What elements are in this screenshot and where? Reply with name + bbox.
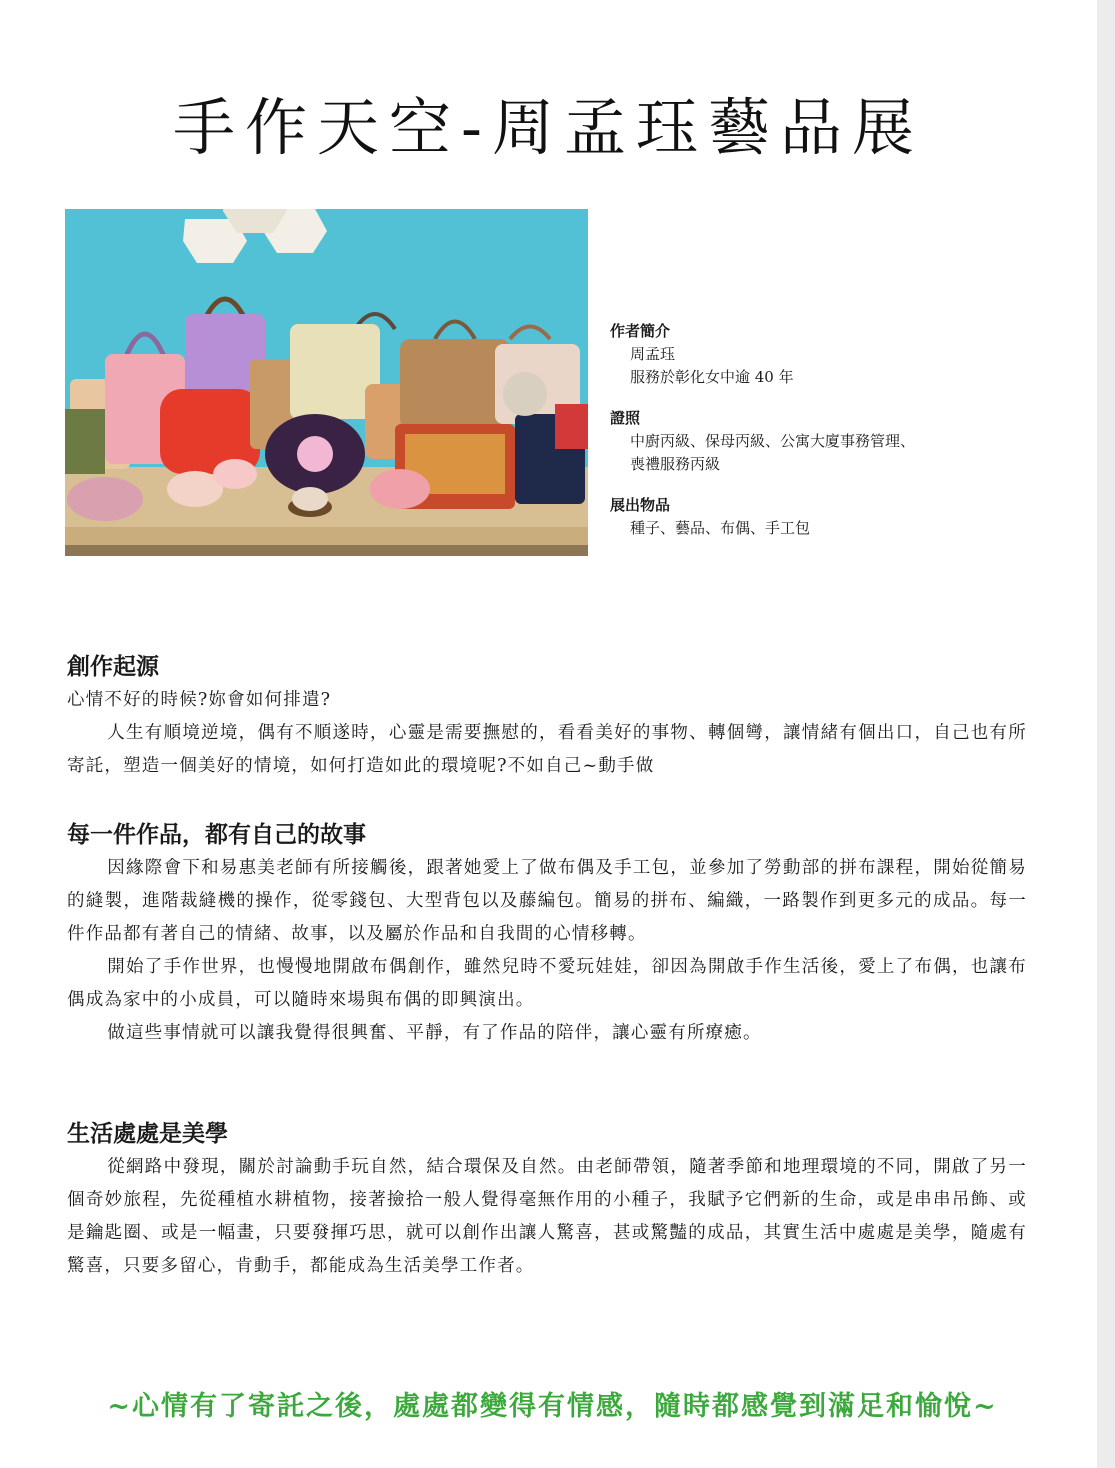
section-story-p1: 因緣際會下和易惠美老師有所接觸後，跟著她愛上了做布偶及手工包，並參加了勞動部的拼布課程，開始從簡易的縫製，進階裁縫機的操作，從零錢包、大型背包以及藤編包。簡易的拼布、編織，一路製作到更多元的成品。每一件作品都有著自己的情緒、故事，以及屬於作品和自我間的心情移轉。 bbox=[67, 858, 1027, 944]
license-line-1: 中廚丙級、保母丙級、公寓大廈事務管理、 bbox=[630, 432, 916, 450]
author-name: 周孟珏 bbox=[630, 345, 676, 363]
section-origin-p2: 人生有順境逆境，偶有不順遂時，心靈是需要撫慰的，看看美好的事物、轉個彎，讓情緒有個出口，自己也有所寄託，塑造一個美好的情境，如何打造如此的環境呢?不如自己~動手做 bbox=[67, 723, 1027, 776]
section-aesthetics bbox=[67, 1117, 1027, 1283]
handbags-photo bbox=[65, 209, 588, 556]
license-label: 證照 bbox=[610, 409, 641, 427]
section-aesthetics-p1: 從網路中發現，關於討論動手玩自然，結合環保及自然。由老師帶領，隨著季節和地理環境的不同，開啟了另一個奇妙旅程，先從種植水耕植物，接著撿拾一般人覺得毫無作用的小種子，我賦予它們新的生命，或是串串吊飾、或是鑰匙圈、或是一幅畫，只要發揮巧思，就可以創作出讓人驚喜，甚或驚豔的成品，其實生活中處處是美學，隨處有驚喜，只要多留心，肯動手，都能成為生活美學工作者。 bbox=[67, 1157, 1027, 1276]
author-work: 服務於彰化女中逾 40 年 bbox=[630, 368, 794, 386]
handbags-illustration bbox=[65, 209, 588, 556]
section-story-title: 每一件作品，都有自己的故事 bbox=[67, 821, 366, 848]
page-title: 手作天空-周孟珏藝品展 bbox=[173, 91, 924, 164]
footer-quote: ~心情有了寄託之後，處處都變得有情感，隨時都感覺到滿足和愉悅~ bbox=[107, 1391, 998, 1422]
section-origin bbox=[67, 650, 1027, 783]
section-aesthetics-title: 生活處處是美學 bbox=[67, 1120, 228, 1147]
items-value: 種子、藝品、布偶、手工包 bbox=[630, 519, 811, 537]
author-label: 作者簡介 bbox=[610, 322, 671, 340]
license-line-2: 喪禮服務丙級 bbox=[630, 455, 721, 473]
section-story-p2: 開始了手作世界，也慢慢地開啟布偶創作，雖然兒時不愛玩娃娃，卻因為開啟手作生活後，愛上了布偶，也讓布偶成為家中的小成員，可以隨時來場與布偶的即興演出。 bbox=[67, 957, 1027, 1010]
author-info bbox=[610, 320, 1070, 540]
section-origin-p1: 心情不好的時候?妳會如何排遣? bbox=[67, 690, 332, 710]
section-origin-title: 創作起源 bbox=[67, 653, 159, 680]
section-story-p3: 做這些事情就可以讓我覺得很興奮、平靜，有了作品的陪伴，讓心靈有所療癒。 bbox=[107, 1023, 762, 1043]
items-label: 展出物品 bbox=[610, 496, 671, 514]
section-story bbox=[67, 818, 1027, 1050]
